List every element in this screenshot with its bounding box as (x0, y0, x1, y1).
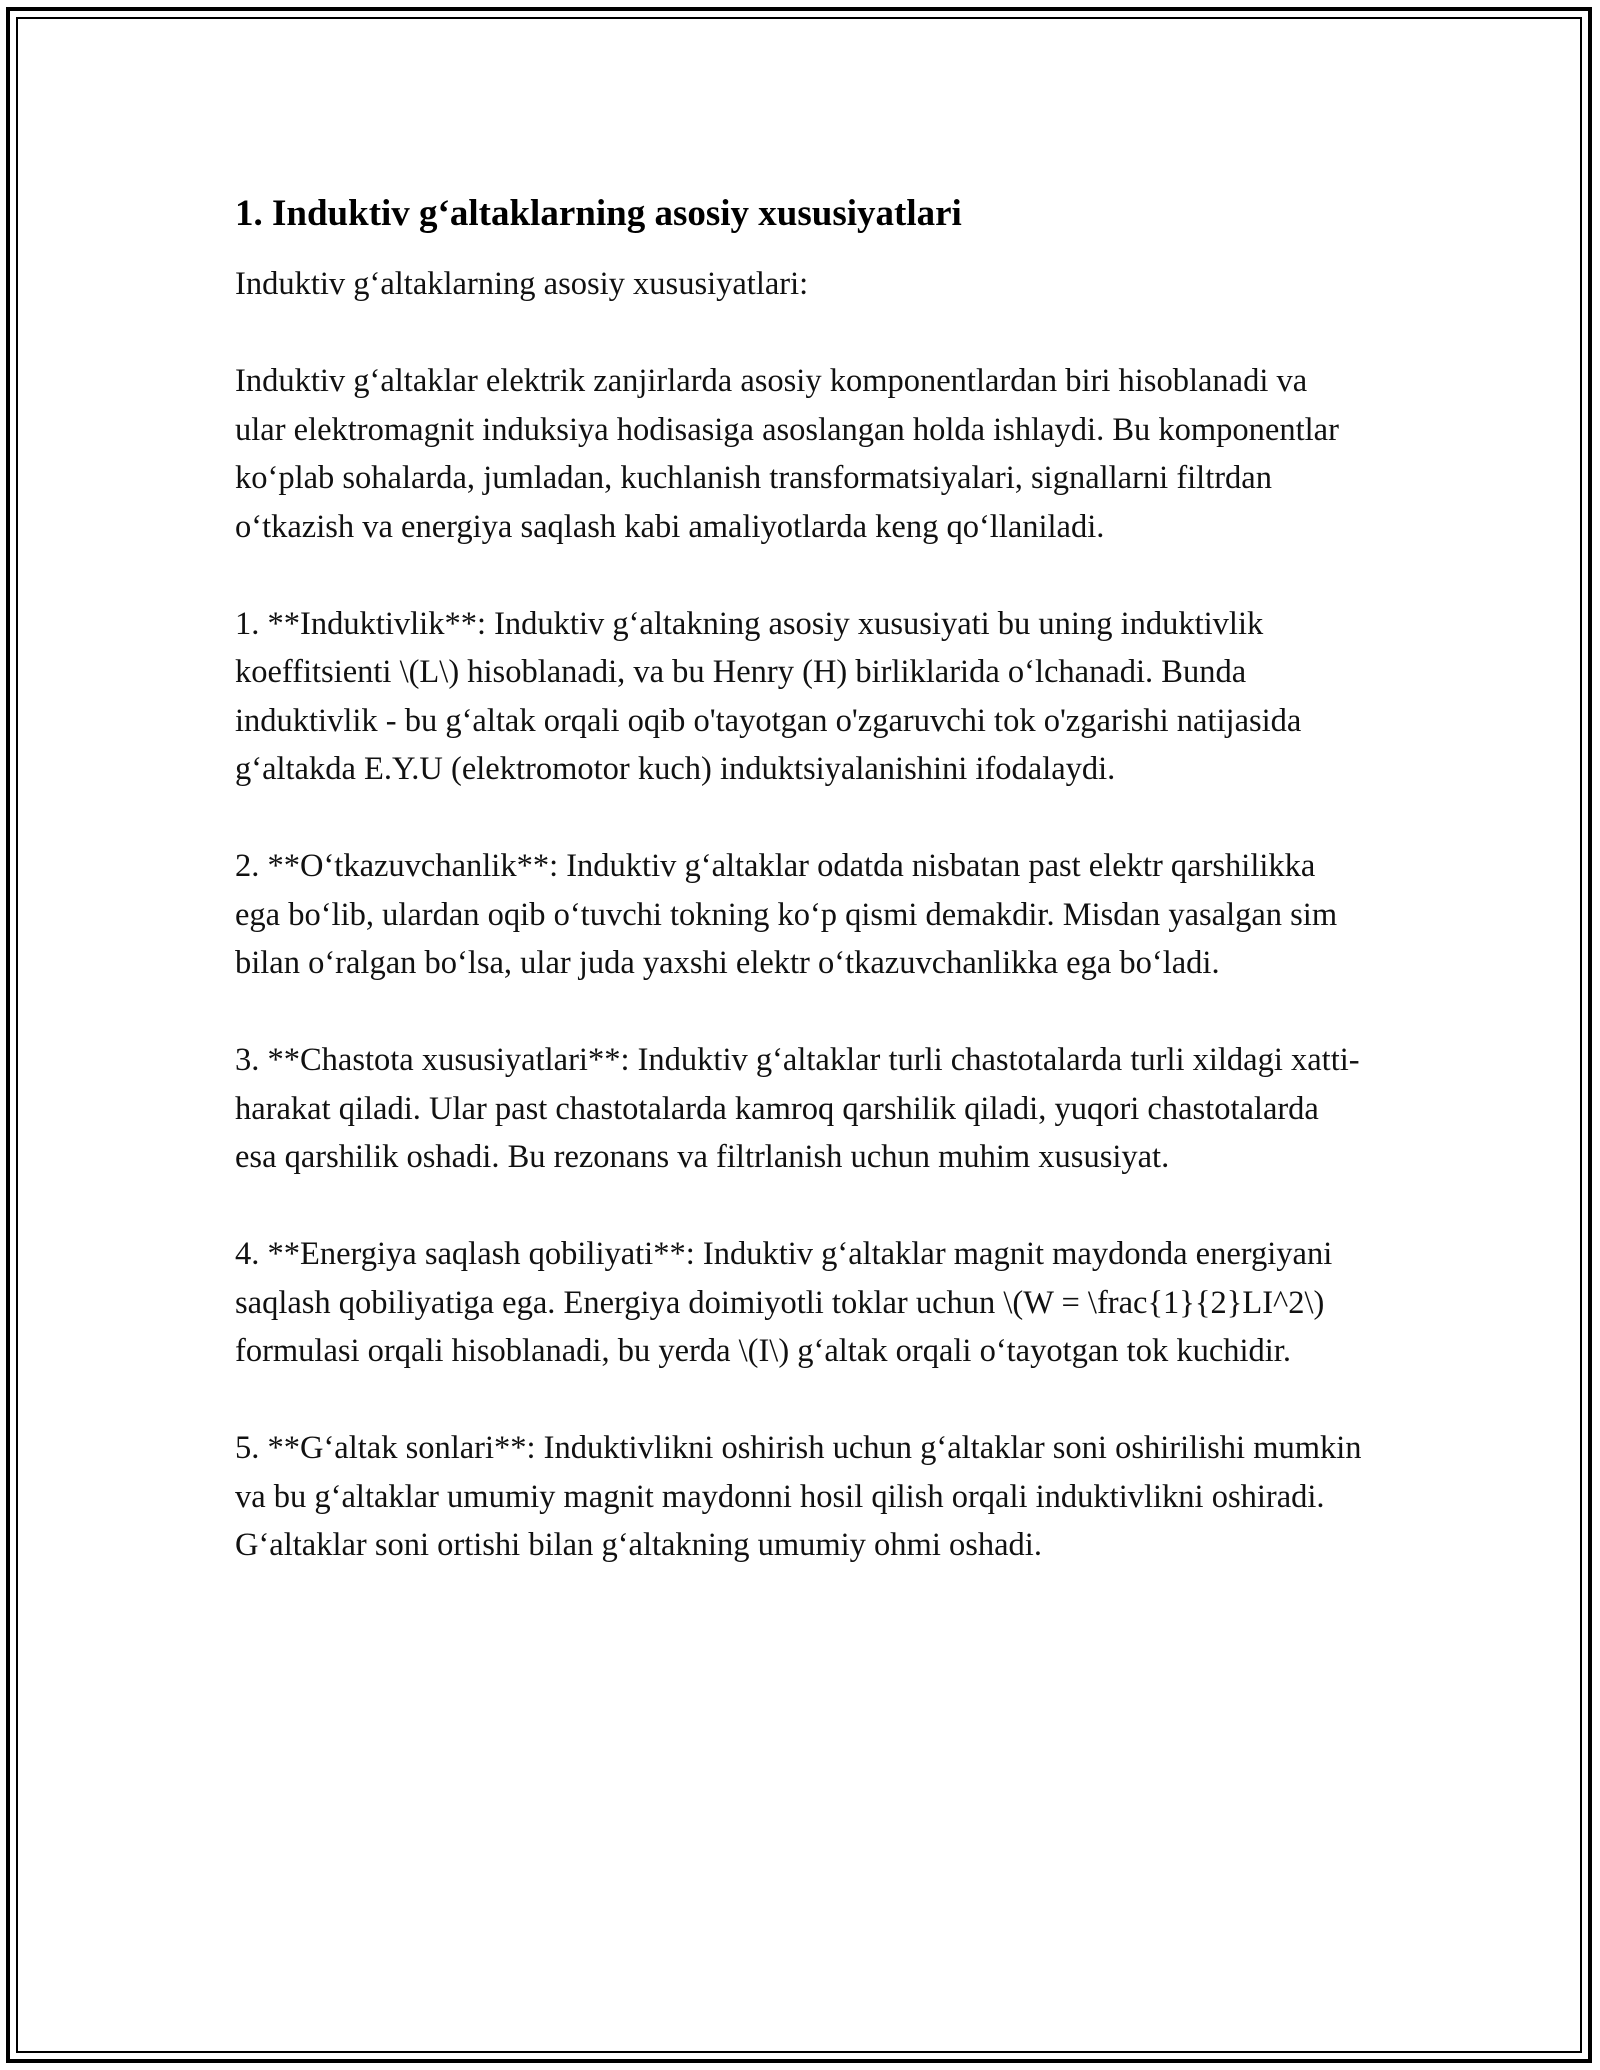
list-item-frequency: 3. **Chastota xususiyatlari**: Induktiv g‘altaklar turli chastotalarda turli xildagi xatti-harakat qiladi. Ular past chastotalarda kamroq qarshilik qiladi, yuqori chastotalarda esa qarshilik oshadi. Bu rezonans va filtrlanish uchun muhim xususiyat. (235, 1042, 1360, 1175)
list-item-conductivity: 2. **O‘tkazuvchanlik**: Induktiv g‘altaklar odatda nisbatan past elektr qarshilikka ega bo‘lib, ulardan oqib o‘tuvchi tokning ko‘p qismi demakdir. Misdan yasalgan sim bilan o‘ralgan bo‘lsa, ular juda yaxshi elektr o‘tkazuvchanlikka ega bo‘ladi. (235, 848, 1338, 981)
intro-paragraph: Induktiv g‘altaklarning asosiy xususiyatlari: (235, 266, 809, 302)
list-item-inductance: 1. **Induktivlik**: Induktiv g‘altakning asosiy xususiyati bu uning induktivlik koeffitsienti \(L\) hisoblanadi, va bu Henry (H) birliklarida o‘lchanadi. Bunda induktivlik - bu g‘altak orqali oqib o'tayotgan o'zgaruvchi tok o'zgarishi natijasida g‘altakda E.Y.U (elektromotor kuch) induktsiyalanishini ifodalaydi. (235, 605, 1302, 787)
list-item-energy-storage: 4. **Energiya saqlash qobiliyati**: Induktiv g‘altaklar magnit maydonda energiyani saqlash qobiliyatiga ega. Energiya doimiyotli toklar uchun \(W = \frac{1}{2}LI^2\) formulasi orqali hisoblanadi, bu yerda \(I\) g‘altak orqali o‘tayotgan tok kuchidir. (235, 1236, 1333, 1369)
document-body (235, 190, 1365, 1570)
document-heading: 1. Induktiv g‘altaklarning asosiy xususiyatlari (235, 193, 962, 234)
overview-paragraph: Induktiv g‘altaklar elektrik zanjirlarda asosiy komponentlardan biri hisoblanadi va ular elektromagnit induksiya hodisasiga asoslangan holda ishlaydi. Bu komponentlar ko‘plab sohalarda, jumladan, kuchlanish transformatsiyalari, signallarni filtrdan o‘tkazish va energiya saqlash kabi amaliyotlarda keng qo‘llaniladi. (235, 363, 1339, 545)
list-item-coil-count: 5. **G‘altak sonlari**: Induktivlikni oshirish uchun g‘altaklar soni oshirilishi mumkin va bu g‘altaklar umumiy magnit maydonni hosil qilish orqali induktivlikni oshiradi. G‘altaklar soni ortishi bilan g‘altakning umumiy ohmi oshadi. (235, 1430, 1362, 1563)
